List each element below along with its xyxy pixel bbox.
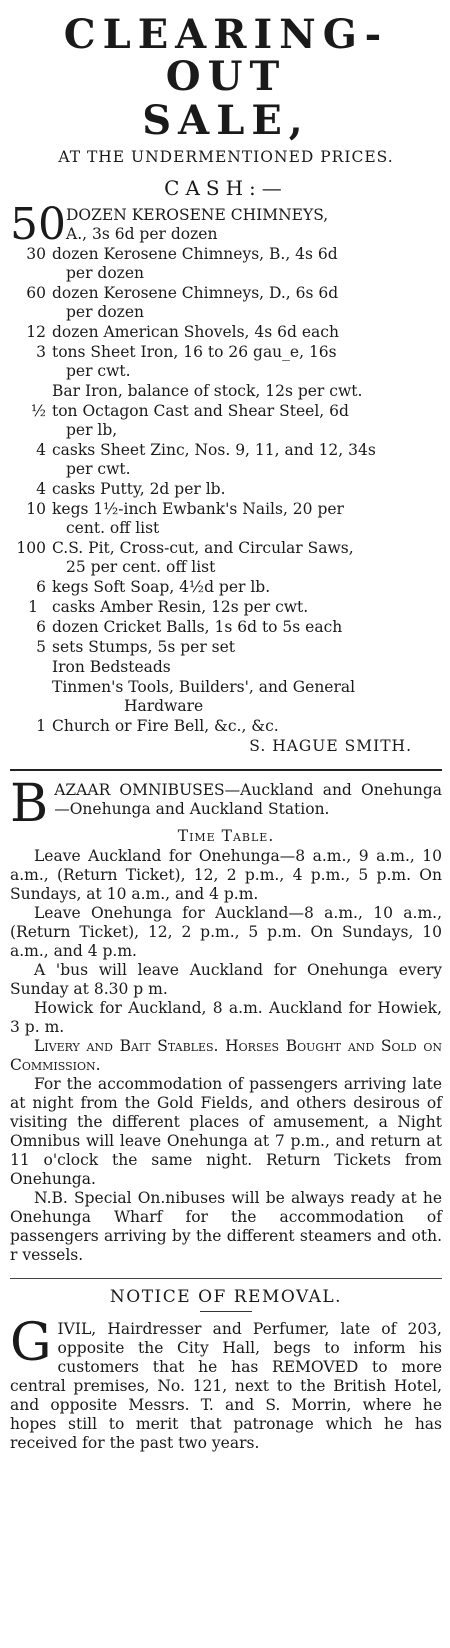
item-desc: dozen Kerosene Chimneys, B., 4s 6d xyxy=(52,245,338,263)
list-item xyxy=(10,245,442,283)
list-item xyxy=(10,678,442,716)
ad-subtitle: AT THE UNDERMENTIONED PRICES. xyxy=(58,148,394,166)
item-qty: 1 xyxy=(28,598,38,616)
item-desc: Iron Bedsteads xyxy=(52,658,171,676)
item-qty: 4 xyxy=(36,480,46,498)
notice-of-removal-ad xyxy=(10,1287,442,1453)
item-qty: 100 xyxy=(16,539,46,557)
omnibus-heading xyxy=(10,774,442,834)
item-qty xyxy=(10,678,52,716)
schedule-onehunga-auckland: Leave Onehunga for Auckland—8 a.m., 10 a.m., (Return Ticket), 12, 2 p.m., 5 p.m. On Sundays, 10 a.m., and 4 p.m. xyxy=(10,904,442,960)
dropcap-letter: G xyxy=(10,1313,52,1373)
item-desc: casks Sheet Zinc, Nos. 9, 11, and 12, 34s xyxy=(52,441,376,459)
schedule-auckland-onehunga: Leave Auckland for Onehunga—8 a.m., 9 a.m., 10 a.m., (Return Ticket), 12, 2 p.m., 4 p.m., 5 p.m. On Sundays, at 10 a.m., and 4 p.m. xyxy=(10,847,442,903)
item-qty: 30 xyxy=(26,245,46,263)
item-qty xyxy=(10,658,52,677)
item-desc: C.S. Pit, Cross-cut, and Circular Saws, xyxy=(52,539,354,557)
item-qty: 10 xyxy=(26,500,46,518)
section-divider xyxy=(10,769,442,771)
list-item xyxy=(10,199,442,250)
list-item xyxy=(10,323,442,342)
item-desc: tons Sheet Iron, 16 to 26 gau_e, 16s xyxy=(52,343,337,361)
item-desc: kegs Soft Soap, 4½d per lb. xyxy=(52,578,271,596)
section-divider xyxy=(10,1278,442,1279)
notice-title: NOTICE OF REMOVAL. xyxy=(109,1287,343,1307)
item-qty: 60 xyxy=(26,284,46,302)
item-desc-cont: per cwt. xyxy=(66,460,131,478)
item-desc: Tinmen's Tools, Builders', and General xyxy=(52,678,356,696)
title-underline xyxy=(200,1311,252,1312)
list-item xyxy=(10,480,442,499)
dropcap-letter: B xyxy=(10,774,49,834)
livery-stables-note: Livery and Bait Stables. Horses Bought and Sold on Commission. xyxy=(10,1037,442,1074)
item-qty: 4 xyxy=(36,441,46,459)
item-desc: dozen American Shovels, 4s 6d each xyxy=(52,323,339,341)
list-item xyxy=(10,638,442,657)
item-desc: Church or Fire Bell, &c., &c. xyxy=(52,717,279,735)
timetable-title: Time Table. xyxy=(177,827,275,845)
item-desc-cont: 25 per cent. off list xyxy=(66,558,216,576)
list-item xyxy=(10,343,442,381)
item-desc: dozen Kerosene Chimneys, D., 6s 6d xyxy=(52,284,339,302)
ad-title-line1: CLEARING-OUT xyxy=(63,11,389,100)
item-qty: 3 xyxy=(36,343,46,361)
item-desc-cont: Hardware xyxy=(124,697,204,715)
item-desc-cont: per lb, xyxy=(66,421,118,439)
item-list xyxy=(10,199,442,736)
list-item xyxy=(10,658,442,677)
item-qty xyxy=(10,382,52,401)
list-item xyxy=(10,717,442,736)
item-desc: casks Putty, 2d per lb. xyxy=(52,480,226,498)
howick-schedule: Howick for Auckland, 8 a.m. Auckland for Howiek, 3 p. m. xyxy=(10,999,442,1036)
item-desc: Bar Iron, balance of stock, 12s per cwt. xyxy=(52,382,363,400)
item-desc-cont: cent. off list xyxy=(66,519,160,537)
item-desc: DOZEN KEROSENE CHIMNEYS, xyxy=(66,206,329,224)
list-item xyxy=(10,382,442,401)
list-item xyxy=(10,618,442,637)
item-desc: kegs 1½-inch Ewbank's Nails, 20 per xyxy=(52,500,344,518)
item-qty: 12 xyxy=(26,323,46,341)
list-item xyxy=(10,598,442,617)
newspaper-column xyxy=(10,0,442,1453)
clearing-out-sale-ad xyxy=(10,11,442,755)
item-desc: casks Amber Resin, 12s per cwt. xyxy=(52,598,309,616)
item-desc-cont: A., 3s 6d per dozen xyxy=(66,225,218,243)
item-desc-cont: per dozen xyxy=(66,303,145,321)
omnibus-ad xyxy=(10,774,442,1265)
item-desc-cont: per cwt. xyxy=(66,362,131,380)
item-desc-cont: per dozen xyxy=(66,264,145,282)
item-qty: 6 xyxy=(36,618,46,636)
list-item xyxy=(10,441,442,479)
item-desc: dozen Cricket Balls, 1s 6d to 5s each xyxy=(52,618,343,636)
item-desc: sets Stumps, 5s per set xyxy=(52,638,236,656)
item-qty: 6 xyxy=(36,578,46,596)
special-omnibus-note: N.B. Special On.nibuses will be always ready at he Onehunga Wharf for the accommodation of passengers arriving by the different steamers and oth. r vessels. xyxy=(10,1189,442,1264)
notice-body-text: IVIL, Hairdresser and Perfumer, late of 203, opposite the City Hall, begs to inform his customers that he has REMOVED to more central premises, No. 121, next to the British Hotel, and opposite Messrs. T. and S. Morrin, where he hopes still to merit that patronage which he has received for the past two years. xyxy=(10,1320,442,1452)
list-item xyxy=(10,500,442,538)
list-item xyxy=(10,284,442,322)
cash-heading: CASH:— xyxy=(164,176,288,200)
omnibus-heading-text: AZAAR OMNIBUSES—Auckland and Onehunga—Onehunga and Auckland Station. xyxy=(54,781,442,818)
list-item xyxy=(10,578,442,597)
list-item xyxy=(10,402,442,440)
night-omnibus-note: For the accommodation of passengers arriving late at night from the Gold Fields, and others desirous of visiting the different places of amusement, a Night Omnibus will leave Onehunga at 7 p.m., and return at 11 o'clock the same night. Return Tickets from Onehunga. xyxy=(10,1075,442,1188)
list-item xyxy=(10,539,442,577)
sunday-bus-note: A 'bus will leave Auckland for Onehunga every Sunday at 8.30 p m. xyxy=(10,961,442,998)
advertiser-signature: S. HAGUE SMITH. xyxy=(249,737,412,755)
notice-body xyxy=(10,1313,442,1453)
item-qty: 50 xyxy=(10,199,66,250)
item-qty: 1 xyxy=(36,717,46,735)
item-qty: 5 xyxy=(36,638,46,656)
item-desc: ton Octagon Cast and Shear Steel, 6d xyxy=(52,402,349,420)
ad-title-line2: SALE, xyxy=(142,97,310,144)
item-qty: ½ xyxy=(30,402,46,420)
